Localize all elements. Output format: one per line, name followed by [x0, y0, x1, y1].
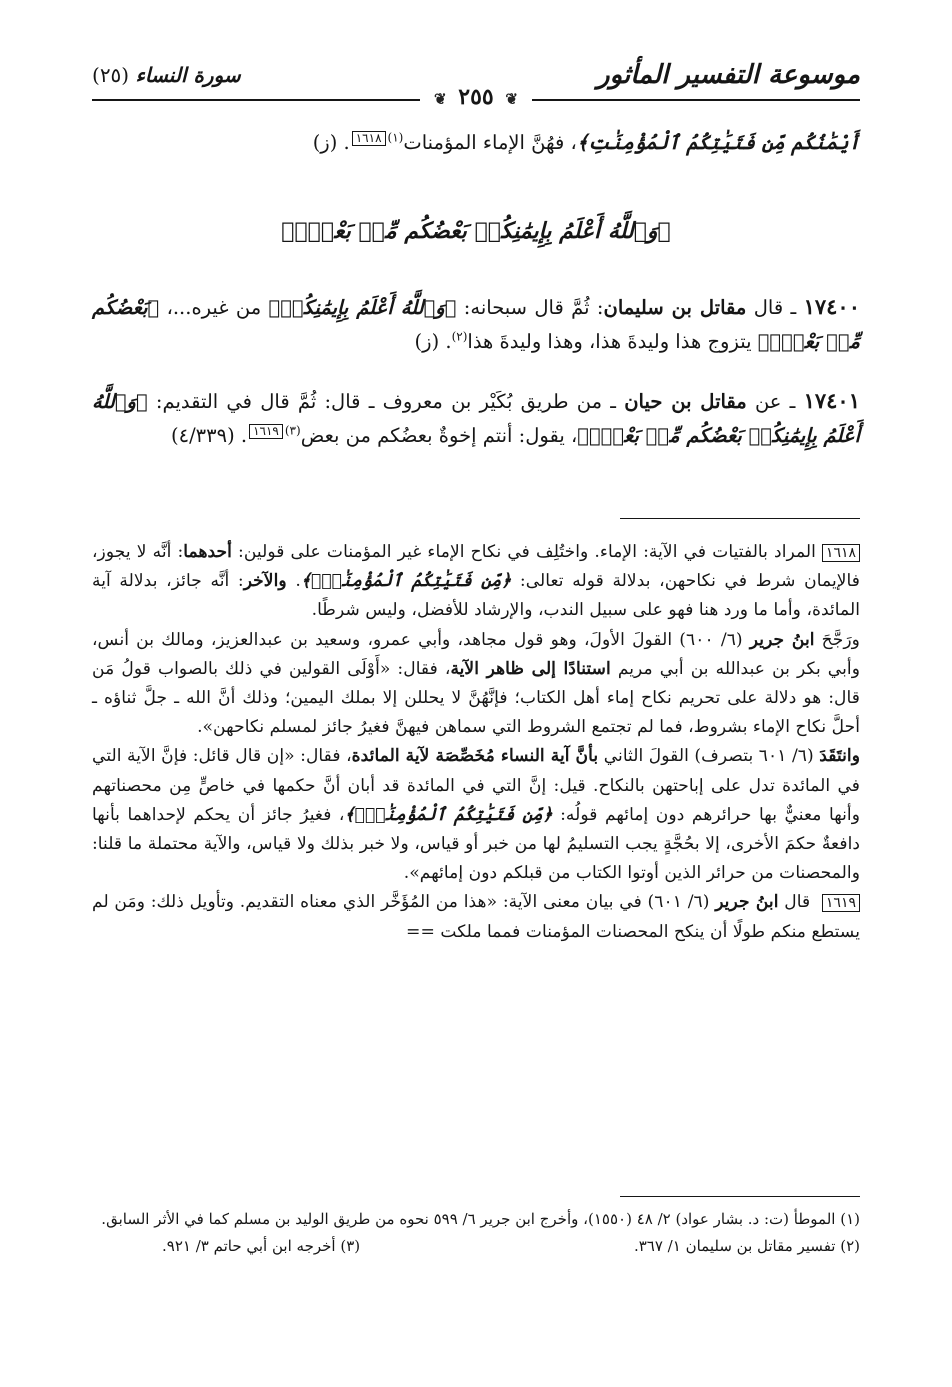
- commentary-text: قال: [778, 892, 816, 913]
- commentary-ref-box: ١٦١٨: [822, 544, 860, 562]
- commentary-text: ، فقال: «أَوْلَى القولين في ذلك بالصواب قولُ مَن قال: هو دلالة على تحريم نكاح إماء أهل الكتاب؛ فإنَّهُنَّ لا يحللن إلا بملك اليمين؛ وذلك أنَّ الله ـ جلَّ ثناؤه ـ أحلَّ نكاح الإماء بشروط، فما لم تجتمع الشروط التي سماهن فيهنَّ فغيرُ جائز لمسلم نكاحهن».: [92, 658, 860, 738]
- book-title: موسوعة التفسير المأثور: [597, 60, 860, 90]
- intro-quran: أَيْمَٰنُكُم مِّن فَتَيَٰتِكُمُ ٱلْمُؤْمِنَٰتِ﴾: [576, 131, 860, 154]
- entry-quran: ﴿وَٱللَّهُ أَعْلَمُ بِإِيمَٰنِكُمۚ﴾: [268, 296, 457, 319]
- commentary-bold: وانتَقَدَ: [819, 746, 860, 767]
- commentary-1619: [92, 888, 860, 946]
- right-ornament-icon: ❦: [434, 90, 447, 108]
- entry-tag: . (ز): [414, 330, 452, 353]
- entry-note-mark: (٣): [284, 423, 301, 438]
- footnote-3: (٣) أخرجه ابن أبي حاتم ٣/ ٩٢١.: [162, 1237, 361, 1255]
- entry-quran: ﴿بَعْضُكُم مِّنۢ بَعْضٍۚ﴾: [92, 296, 860, 353]
- commentary-text: ، فغيرُ جائز أن يحكم لإحداهما بأنها دافعةٌ حكمَ الأخرى، إلا بحُجَّةٍ يجب التسليمُ لها من خبر أو قياس، ولا خبر بذلك ولا قياس، والآية محتملة ما قلنا: والمحصنات من حرائر الذين أوتوا الكتاب من قبلكم دون إمائهم».: [92, 804, 860, 884]
- entry-note-mark: (٢): [451, 329, 468, 344]
- intro-ref-box: ١٦١٨: [352, 131, 386, 146]
- commentary-text: .: [286, 571, 301, 592]
- footnote-row: [92, 1233, 860, 1260]
- commentary-bold: ابنُ جرير: [749, 629, 815, 650]
- commentary-ref-box: ١٦١٩: [822, 894, 860, 912]
- entry-ref-box: ١٦١٩: [249, 424, 283, 439]
- intro-text: ، فهُنَّ الإماء المؤمنات: [403, 131, 577, 154]
- verse-number: (٢٥): [92, 63, 130, 87]
- commentary-text: (٦/ ٦٠١) في بيان معنى الآية: «هذا من المُؤَخَّر الذي معناه التقديم. وتأويل ذلك: ومَن لم يستطع منكم طولًا أن ينكح المحصنات المؤمنات فمما ملكت ==: [92, 892, 860, 942]
- entry-number: ١٧٤٠١: [803, 388, 860, 413]
- commentary-text: ورَجَّحَ: [814, 629, 860, 650]
- commentary-intiqad: [92, 742, 860, 888]
- entry-text: ـ من طريق بُكَيْر بن معروف ـ قال: ثُمَّ قال في التقديم:: [147, 390, 625, 413]
- commentary-1618: [92, 538, 860, 626]
- intro-tag: . (ز): [312, 131, 350, 154]
- commentary-text: المراد بالفتيات في الآية: الإماء. واختُلِف في نكاح الإماء غير المؤمنات على قولين:: [231, 542, 816, 562]
- entry-17401: [92, 384, 860, 453]
- commentary-tarjih: [92, 626, 860, 743]
- intro-note-mark: (١): [387, 130, 404, 145]
- entry-tag: . (٤/٣٣٩): [170, 424, 248, 447]
- commentary-text: : أنَّه لا يجوز، فالإيمان شرط في نكاحهن، بدلالة قوله تعالى:: [92, 542, 860, 592]
- commentary-bold: ابنُ جرير: [715, 892, 779, 913]
- commentary-bold: استنادًا إلى ظاهر الآية: [450, 658, 611, 679]
- commentary-bold: أحدهما: [183, 542, 232, 562]
- commentary-text: (٦/ ٦٠١ بتصرف) القولَ الثاني: [598, 746, 820, 767]
- commentary-separator: [620, 518, 860, 519]
- entry-text: ، يقول: أنتم إخوةٌ بعضُكم من بعض: [300, 424, 578, 447]
- footnotes: [92, 1206, 860, 1260]
- commentary-section: [92, 538, 860, 947]
- narrator-name: مقاتل بن حيان: [624, 390, 747, 413]
- entry-text: ـ عن: [746, 390, 804, 413]
- commentary-bold: والآخر: [243, 571, 287, 592]
- page-number: ٢٥٥: [458, 84, 494, 110]
- left-ornament-icon: ❦: [505, 90, 518, 108]
- commentary-quran: ﴿مِّن فَتَيَٰتِكُمُ ٱلْمُؤْمِنَٰتِۚ﴾: [300, 571, 512, 592]
- entry-17400: [92, 290, 860, 359]
- surah-name: سورة النساء: [135, 63, 241, 87]
- footnote-separator: [620, 1196, 860, 1197]
- intro-paragraph: [92, 126, 860, 160]
- narrator-name: مقاتل بن سليمان: [603, 296, 747, 319]
- commentary-text: ، فقال: «إن قال قائل: فإنَّ الآية التي في المائدة تدل على إباحتهن بالنكاح. قيل: إنَّ التي في المائدة قد أبان أنَّ حكمها في خاصٍّ مِن محصناتهم وأنها معنيٌّ بها حرائرهم دون إمائهم قولُه:: [92, 746, 861, 825]
- commentary-quran: ﴿مِّن فَتَيَٰتِكُمُ ٱلْمُؤْمِنَٰتِۚ﴾: [344, 804, 553, 825]
- commentary-bold: بأنَّ آية النساء مُخَصِّصَة لآية المائدة: [351, 746, 599, 767]
- entry-quran: ﴿وَٱللَّهُ أَعْلَمُ بِإِيمَٰنِكُمۚ بَعْضُكُم مِّنۢ بَعْضٍۚ﴾: [92, 390, 860, 447]
- footnote-2: (٢) تفسير مقاتل بن سليمان ١/ ٣٦٧.: [633, 1237, 860, 1255]
- page-number-wrap: [0, 84, 952, 110]
- entry-text: يتزوج هذا وليدةَ هذا، وهذا وليدةَ هذا: [467, 330, 758, 353]
- entry-number: ١٧٤٠٠: [803, 294, 860, 319]
- commentary-text: (٦/ ٦٠٠) القولَ الأولَ، وهو قول مجاهد، وأبي عمرو، وسعيد بن عبدالعزيز، ومالك بن أنس، وأبي بكر بن عبدالله بن أبي مريم: [92, 629, 860, 679]
- entry-text: ـ قال: [746, 296, 804, 319]
- entry-text: : ثُمَّ قال سبحانه:: [456, 296, 604, 319]
- commentary-text: : أنَّه جائز، بدلالة آية المائدة، وأما ما ورد هنا فهو على سبيل الندب، والإرشاد للأفضل، وليس شرطًا.: [92, 571, 860, 621]
- verse-heading: ﴿وَٱللَّهُ أَعْلَمُ بِإِيمَٰنِكُمۚ بَعْضُكُم مِّنۢ بَعْضٍۚ﴾: [281, 218, 671, 244]
- entry-text: من غيره...،: [159, 296, 269, 319]
- footnote-1: (١) الموطأ (ت: د. بشار عواد) ٢/ ٤٨ (١٥٥٠)، وأخرج ابن جرير ٦/ ٥٩٩ نحوه من طريق الوليد بن مسلم كما في الأثر السابق.: [101, 1210, 860, 1228]
